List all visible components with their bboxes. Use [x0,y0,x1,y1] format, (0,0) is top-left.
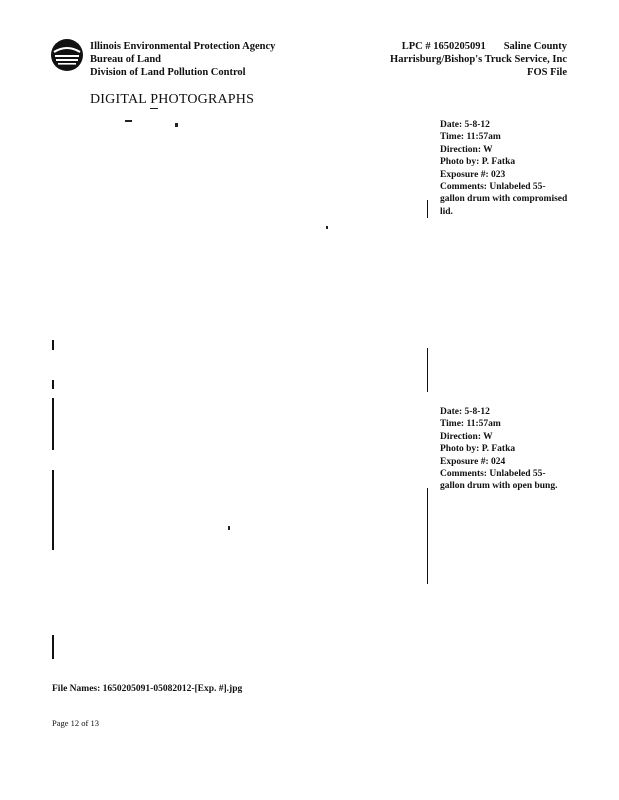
photo-caption-2 [440,406,570,493]
scan-speck [125,120,132,122]
page-number: Page 12 of 13 [52,718,99,728]
scan-speck [175,123,178,127]
photo-edge-left [52,635,54,659]
photo-edge-left [52,340,54,350]
file-names: File Names: 1650205091-05082012-[Exp. #].jpg [52,684,243,694]
photo-author: Photo by: P. Fatka [440,157,516,168]
photo-date: Date: 5-8-12 [440,407,490,417]
photo-comments: Comments: Unlabeled 55-gallon drum with compromised lid. [440,182,568,217]
illinois-epa-logo-icon [50,38,84,72]
bureau-name: Bureau of Land [90,54,161,65]
county-name: Saline County [503,41,567,52]
scan-speck [228,526,230,530]
photo-edge-left [52,380,54,389]
photo-time: Time: 11:57am [440,132,501,143]
photo-direction: Direction: W [440,431,493,442]
scan-speck [150,108,158,109]
photo-exposure: Exposure #: 024 [440,456,506,467]
site-header [390,40,567,79]
agency-name: Illinois Environmental Protection Agency [90,41,276,52]
photo-edge-right [427,488,428,584]
lpc-number: LPC # 1650205091 [401,41,486,52]
agency-header [90,40,275,79]
photo-comments: Comments: Unlabeled 55-gallon drum with open bung. [440,469,558,492]
photo-date: Date: 5-8-12 [440,120,490,130]
photo-edge-left [52,470,54,550]
photo-caption-1 [440,119,570,218]
file-type: FOS File [527,67,567,78]
photo-edge-right [427,348,428,392]
lpc-row [390,40,567,53]
photo-direction: Direction: W [440,144,493,155]
photo-author: Photo by: P. Fatka [440,444,516,455]
photo-edge-right [427,200,428,218]
photo-time: Time: 11:57am [440,419,501,430]
page-title: DIGITAL PHOTOGRAPHS [90,92,255,107]
photo-exposure: Exposure #: 023 [440,169,506,180]
photo-edge-left [52,398,54,450]
scan-speck [326,226,328,229]
division-name: Division of Land Pollution Control [90,67,246,78]
site-name: Harrisburg/Bishop's Truck Service, Inc [390,54,567,65]
